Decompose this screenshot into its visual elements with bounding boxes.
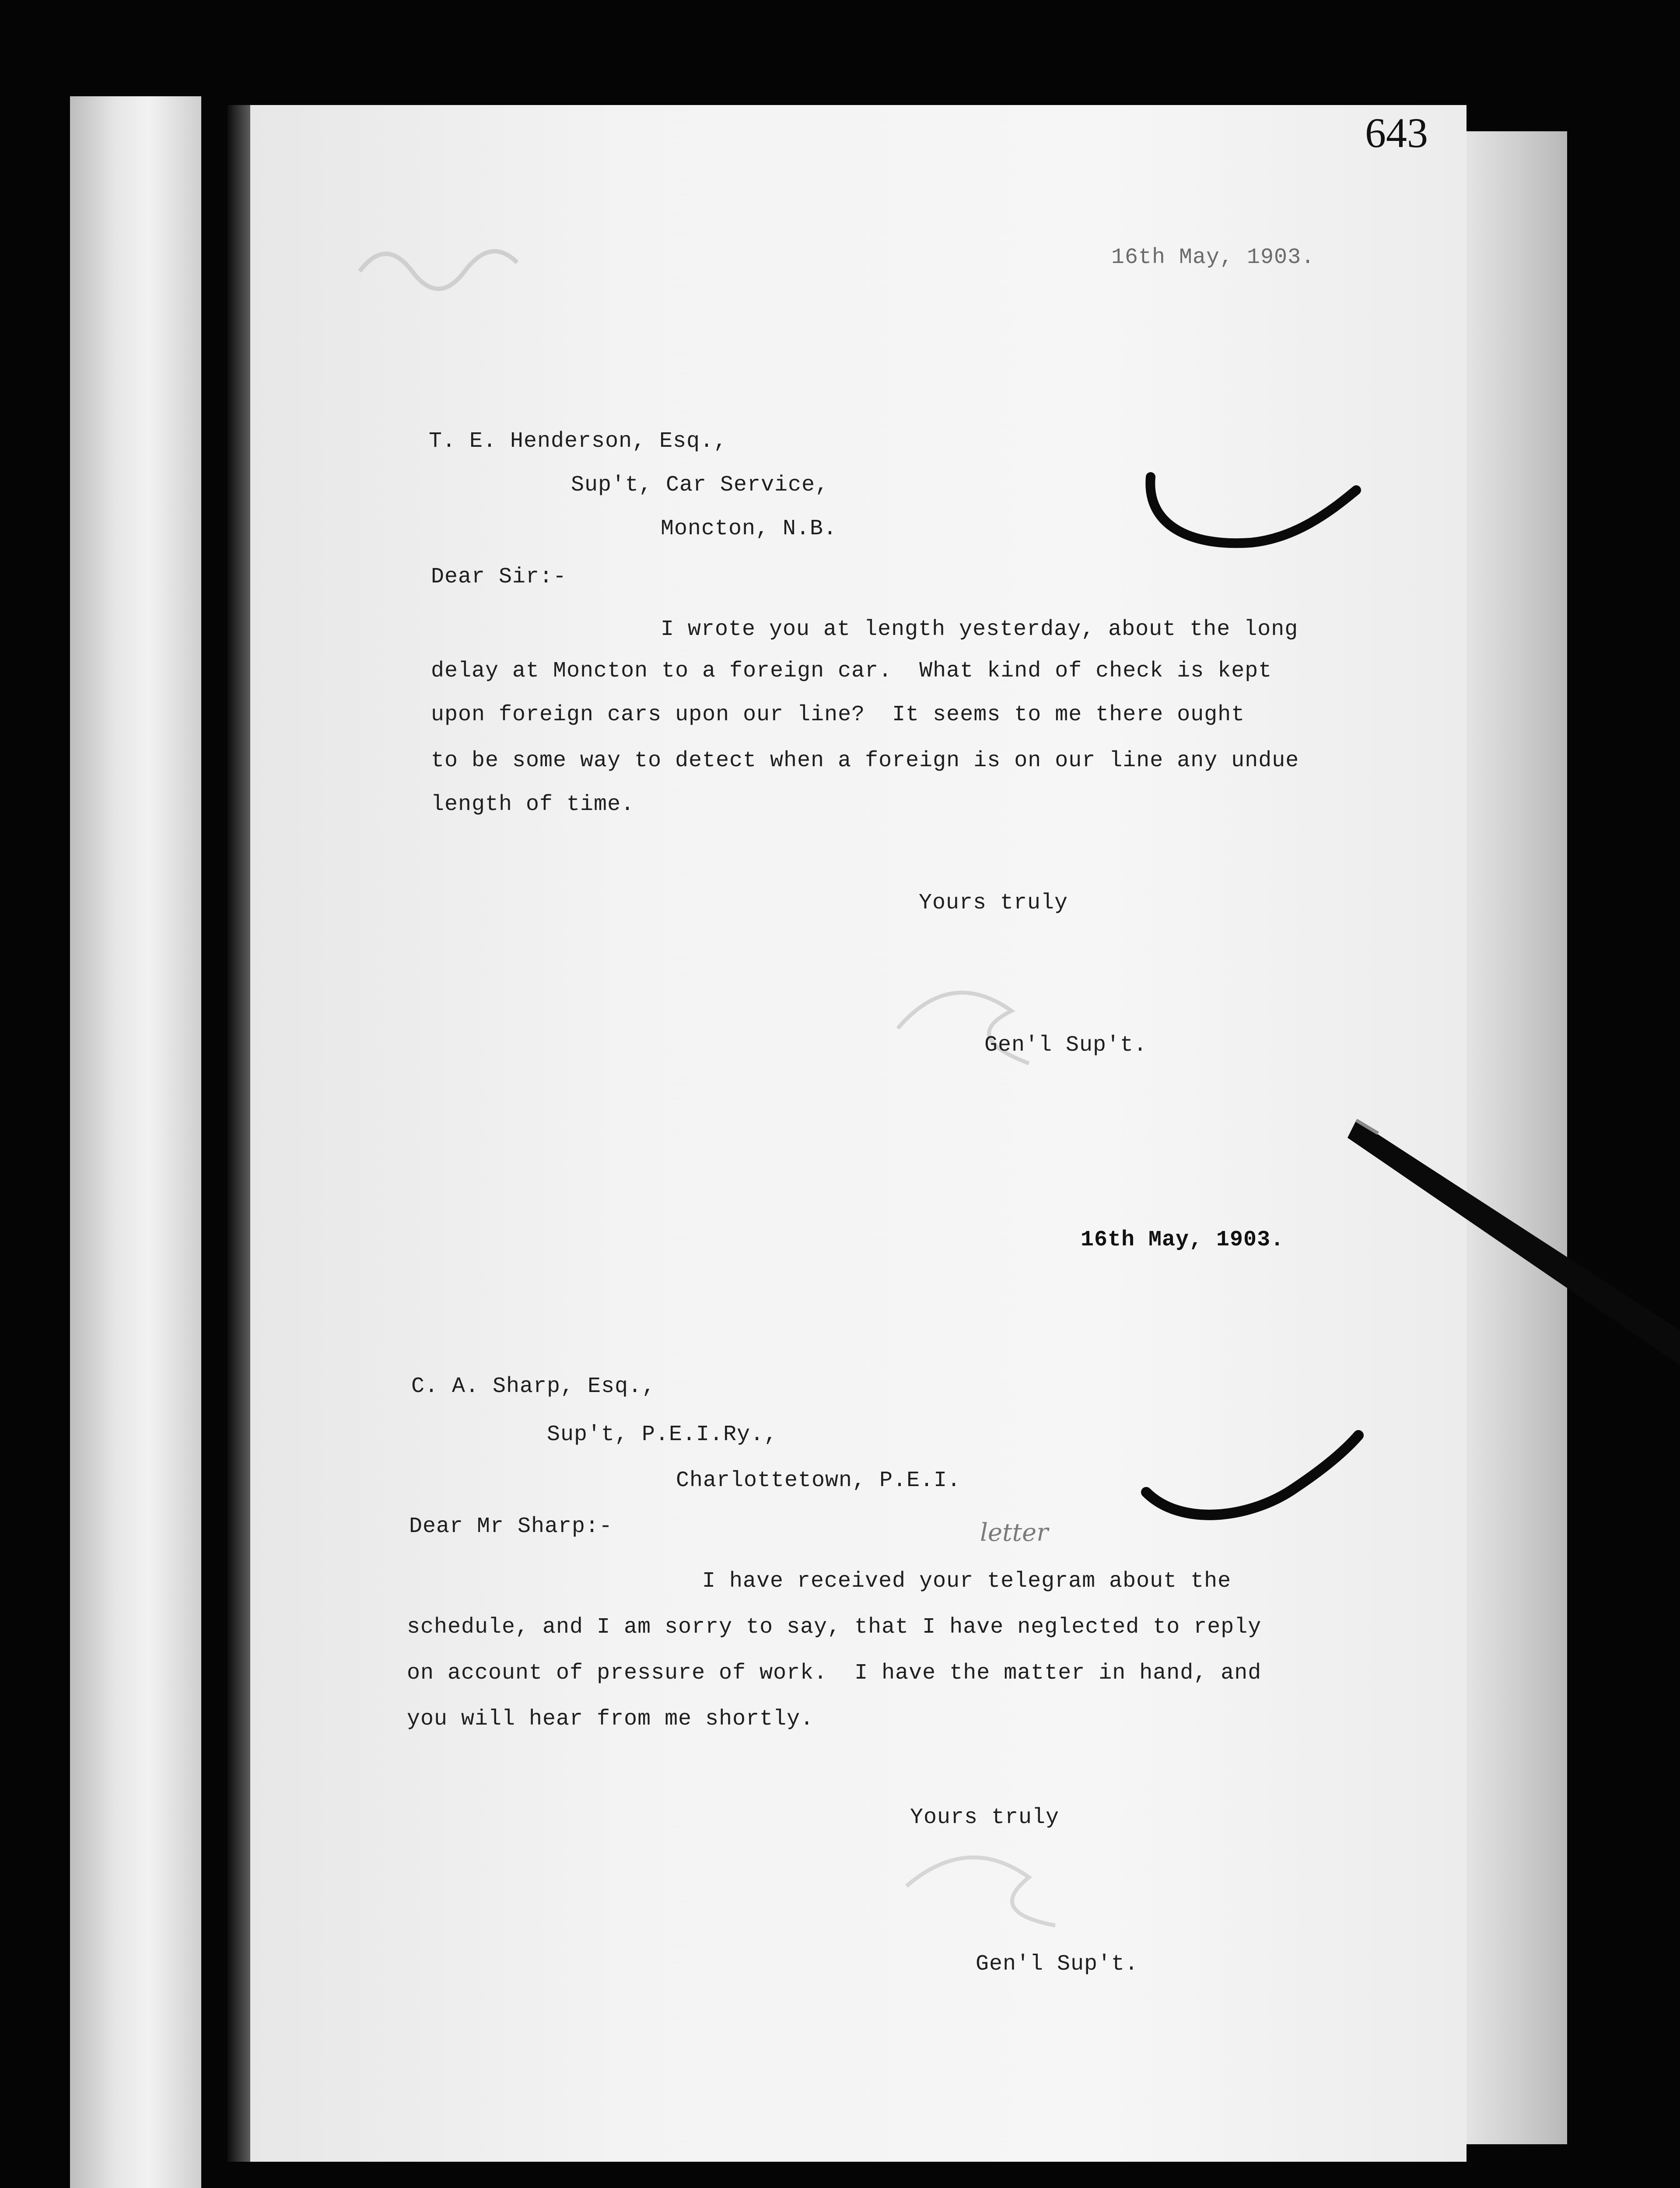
- letter-1-salutation: Dear Sir:-: [431, 565, 567, 589]
- letter-1-date: 16th May, 1903.: [1111, 245, 1315, 270]
- letterbook-page: [250, 105, 1466, 2162]
- letter-2-body-line: schedule, and I am sorry to say, that I have neglected to reply: [407, 1615, 1262, 1640]
- letter-1-recipient-title: Sup't, Car Service,: [571, 473, 829, 498]
- faint-handwriting: [250, 105, 1466, 2162]
- letter-2-body-line: I have received your telegram about the: [702, 1569, 1232, 1594]
- letter-1-closing: Yours truly: [919, 891, 1068, 915]
- letter-2-body-line: on account of pressure of work. I have the matter in hand, and: [407, 1661, 1262, 1686]
- letter-1-body-line: delay at Moncton to a foreign car. What kind of check is kept: [431, 659, 1272, 684]
- letter-1-recipient-place: Moncton, N.B.: [661, 516, 837, 541]
- binding-shadow: [228, 105, 254, 2162]
- letter-1-body-line: upon foreign cars upon our line? It seems to me there ought: [431, 702, 1245, 727]
- page-number: 643: [1365, 109, 1428, 156]
- letter-2-recipient-place: Charlottetown, P.E.I.: [676, 1468, 961, 1493]
- letter-2-date: 16th May, 1903.: [1081, 1227, 1284, 1252]
- letter-1-body-line: to be some way to detect when a foreign is on our line any undue: [431, 748, 1299, 773]
- letter-2-recipient-name: C. A. Sharp, Esq.,: [411, 1374, 656, 1399]
- adjacent-page-strip: [70, 96, 201, 2188]
- letter-1-body-line: I wrote you at length yesterday, about the long: [661, 617, 1298, 642]
- letter-2-salutation: Dear Mr Sharp:-: [409, 1514, 613, 1539]
- handwritten-insert: letter: [980, 1518, 1048, 1547]
- checkmark-icon: [1138, 459, 1365, 556]
- letter-1-recipient-name: T. E. Henderson, Esq.,: [429, 429, 728, 454]
- letter-2-recipient-title: Sup't, P.E.I.Ry.,: [547, 1422, 778, 1447]
- letter-2-closing: Yours truly: [910, 1805, 1060, 1830]
- checkmark-icon: [1138, 1418, 1365, 1532]
- letter-2-body-line: you will hear from me shortly.: [407, 1707, 814, 1732]
- letter-1-signature-title: Gen'l Sup't.: [984, 1033, 1148, 1058]
- letter-2-signature-title: Gen'l Sup't.: [976, 1952, 1139, 1977]
- letter-1-body-line: length of time.: [431, 792, 635, 817]
- pen-icon: [1339, 1103, 1680, 1365]
